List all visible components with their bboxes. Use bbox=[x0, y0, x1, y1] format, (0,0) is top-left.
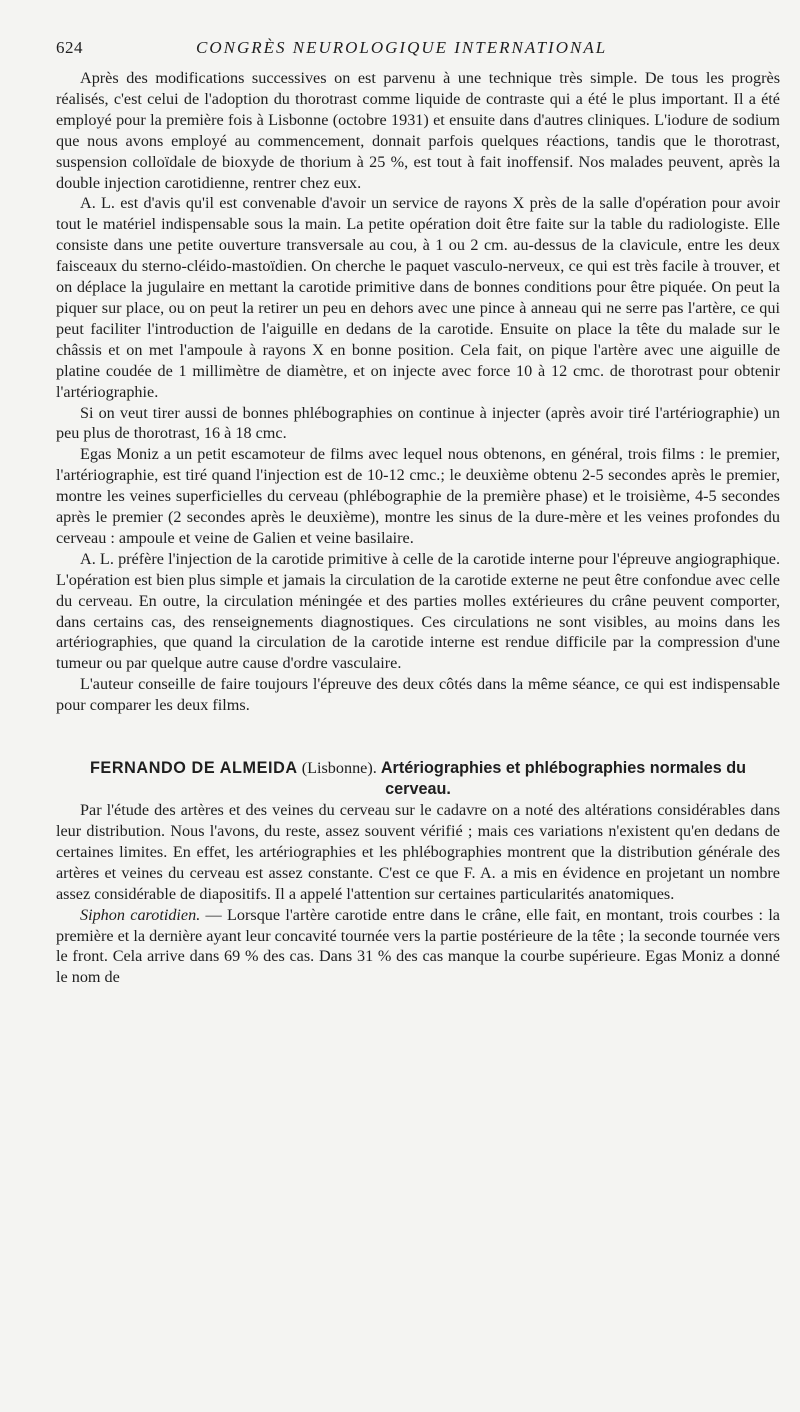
paragraph-siphon bbox=[56, 905, 780, 989]
paragraph: L'auteur conseille de faire toujours l'épreuve des deux côtés dans la même séance, ce qui est indispensable pour comparer les deux films. bbox=[56, 675, 780, 715]
section-gap bbox=[56, 716, 780, 758]
section-place: (Lisbonne). bbox=[301, 759, 377, 778]
paragraph: Par l'étude des artères et des veines du cerveau sur le cadavre on a noté des altérations considérables dans leur distribution. Nous l'avons, du reste, assez souvent vérifié ; mais ces variations n'existent qu'en dedans de certaines limites. En effet, les artériographies et les phlébographies montrent que la distribution générale des artères et veines du cerveau est assez constante. C'est ce que F. A. a mis en évidence en projetant un nombre assez considérable de diapositifs. Il a appelé l'attention sur certaines particularités anatomiques. bbox=[56, 801, 780, 903]
page-number: 624 bbox=[56, 38, 83, 57]
section-author: FERNANDO DE ALMEIDA bbox=[89, 759, 298, 778]
term-siphon-carotidien: Siphon carotidien. bbox=[80, 905, 201, 924]
paragraph: Egas Moniz a un petit escamoteur de films avec lequel nous obtenons, en général, trois films : le premier, l'artériographie, est tiré quand l'injection est de 10-12 cmc.; le deuxième obtenu 2-5 secondes après le premier, montre les veines superficielles du cerveau (phlébographie de la première phase) et le troisième, 4-5 secondes après le premier (2 secondes après le deuxième), montre les sinus de la dure-mère et les veines profondes du cerveau : ampoule et veine de Galien et veine basilaire. bbox=[56, 445, 780, 547]
paragraph-text: — Lorsque l'artère carotide entre dans le crâne, elle fait, en montant, trois courbes : la première et la dernière ayant leur concavité tournée vers la partie postérieure de la tête ; la seconde tournée vers le front. Cela arrive dans 69 % des cas. Dans 31 % des cas manque la courbe supérieure. Egas Moniz a donné le nom de bbox=[56, 905, 780, 987]
section-title: Artériographies et phlébographies normales du cerveau. bbox=[380, 759, 747, 799]
paragraph: A. L. est d'avis qu'il est convenable d'avoir un service de rayons X près de la salle d'opération pour avoir tout le matériel indispensable sous la main. La petite opération doit être faite sur la table du radiologiste. Elle consiste dans une petite ouverture transversale au cou, à 1 ou 2 cm. au-dessus de la clavicule, entre les deux faisceaux du sterno-cléido-mastoïdien. On cherche le paquet vasculo-nerveux, ce qui est très facile à trouver, et on déplace la jugulaire en mettant la carotide primitive dans de bonnes conditions pour être piquée. On peut la piquer sur place, ou on peut la retirer un peu en dehors avec une pince à anneau qui ne serre pas l'artère, ce qui peut faciliter l'introduction de l'aiguille en dedans de la carotide. Ensuite on place la tête du malade sur le châssis et on met l'ampoule à rayons X en bonne position. Cela fait, on pique l'artère avec une aiguille de platine coudée de 1 millimètre de diamètre, et on injecte avec force 10 à 12 cmc. de thorotrast pour obtenir l'artériographie. bbox=[56, 194, 780, 401]
page-header bbox=[56, 38, 780, 68]
paragraph: A. L. préfère l'injection de la carotide primitive à celle de la carotide interne pour l'épreuve angiographique. L'opération est bien plus simple et jamais la circulation de la carotide externe ne peut être confondue avec celle du cerveau. En outre, la circulation méningée et des parties molles extérieures du crâne peuvent comporter, dans certains cas, des renseignements diagnostiques. Ces circulations ne sont visibles, au moins dans les artériographies, que quand la circulation de la carotide interne est rendue difficile par la compression d'une tumeur ou par quelque autre cause d'ordre vasculaire. bbox=[56, 549, 780, 673]
running-title: CONGRÈS NEUROLOGIQUE INTERNATIONAL bbox=[196, 38, 608, 57]
body-text bbox=[56, 68, 780, 988]
paragraph: Si on veut tirer aussi de bonnes phlébographies on continue à injecter (après avoir tiré l'artériographie) un peu plus de thorotrast, 16 à 18 cmc. bbox=[56, 403, 780, 443]
paragraph: Après des modifications successives on est parvenu à une technique très simple. De tous les progrès réalisés, c'est celui de l'adoption du thorotrast comme liquide de contraste qui a été le plus important. Il a été employé pour la première fois à Lisbonne (octobre 1931) et ensuite dans d'autres cliniques. L'iodure de sodium que nous avons employé au commencement, donnait parfois quelques réactions, tandis que le thorotrast, suspension colloïdale de bioxyde de thorium à 25 %, est tout à fait inoffensif. Nos malades peuvent, après la double injection carotidienne, rentrer chez eux. bbox=[56, 69, 780, 192]
section-heading bbox=[56, 758, 780, 800]
